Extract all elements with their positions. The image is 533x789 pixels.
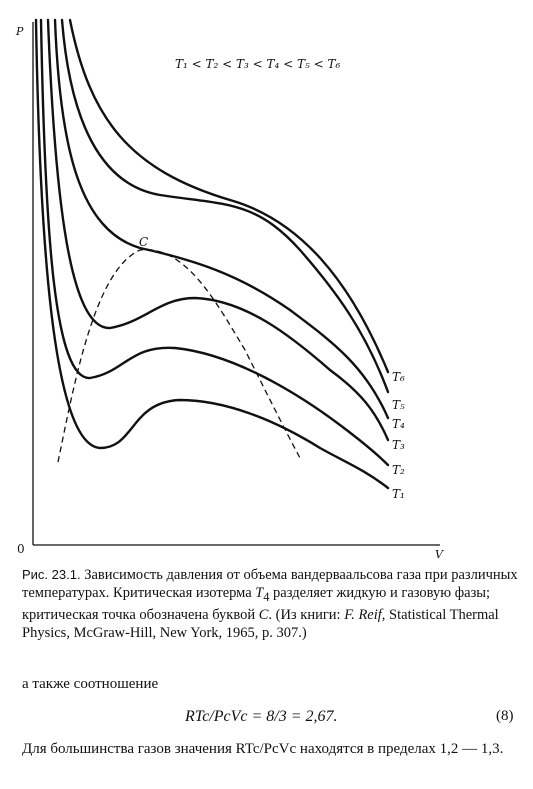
caption-text-2: разделяет жидкую и газовую фазы; критическая точка обозначена буквой [22,585,491,623]
caption-label: Рис. 23.1. [22,567,81,582]
caption-t4: T [255,585,264,601]
caption-text-4: Statistical Thermal Physics, McGraw-Hill, New York, 1965, p. 307.) [22,606,499,641]
paragraph-gases: Для большинства газов значения RTc/PcVc находятся в пределах 1,2 — 1,3. [22,741,504,757]
origin-label: 0 [17,542,25,556]
caption-t4-sub: 4 [263,589,270,604]
curve-label-t4: T₄ [392,417,405,431]
caption-author: F. Reif, [344,606,386,623]
p-axis-label: P [16,25,24,38]
caption-c-letter: C [258,606,269,623]
caption-text-1: Зависимость давления от объема вандерваальсова газа при различных температурах. Критическая изотерма [22,567,518,601]
curve-label-t3: T₃ [392,438,405,452]
isotherm-t1 [36,20,388,488]
curve-label-t6: T₆ [392,370,405,384]
caption-text-3: . (Из книги: [268,606,345,623]
curve-label-t1: T₁ [392,487,405,501]
isotherm-t5 [62,20,388,392]
isotherm-t2 [41,20,388,465]
v-axis-label: V [435,548,443,560]
figure-caption [22,566,522,642]
critical-point-label: C [139,235,149,249]
equation-number: (8) [496,708,514,724]
coexistence-curve [58,250,300,462]
temperature-inequality: T₁ < T₂ < T₃ < T₄ < T₅ < T₆ [175,57,341,71]
curve-label-t5: T₅ [392,398,405,412]
curve-label-t2: T₂ [392,463,405,477]
equation-8: RTc/PcVc = 8/3 = 2,67. [185,708,338,725]
paragraph-intro: а также соотношение [22,676,159,692]
isotherm-t6 [70,20,388,372]
